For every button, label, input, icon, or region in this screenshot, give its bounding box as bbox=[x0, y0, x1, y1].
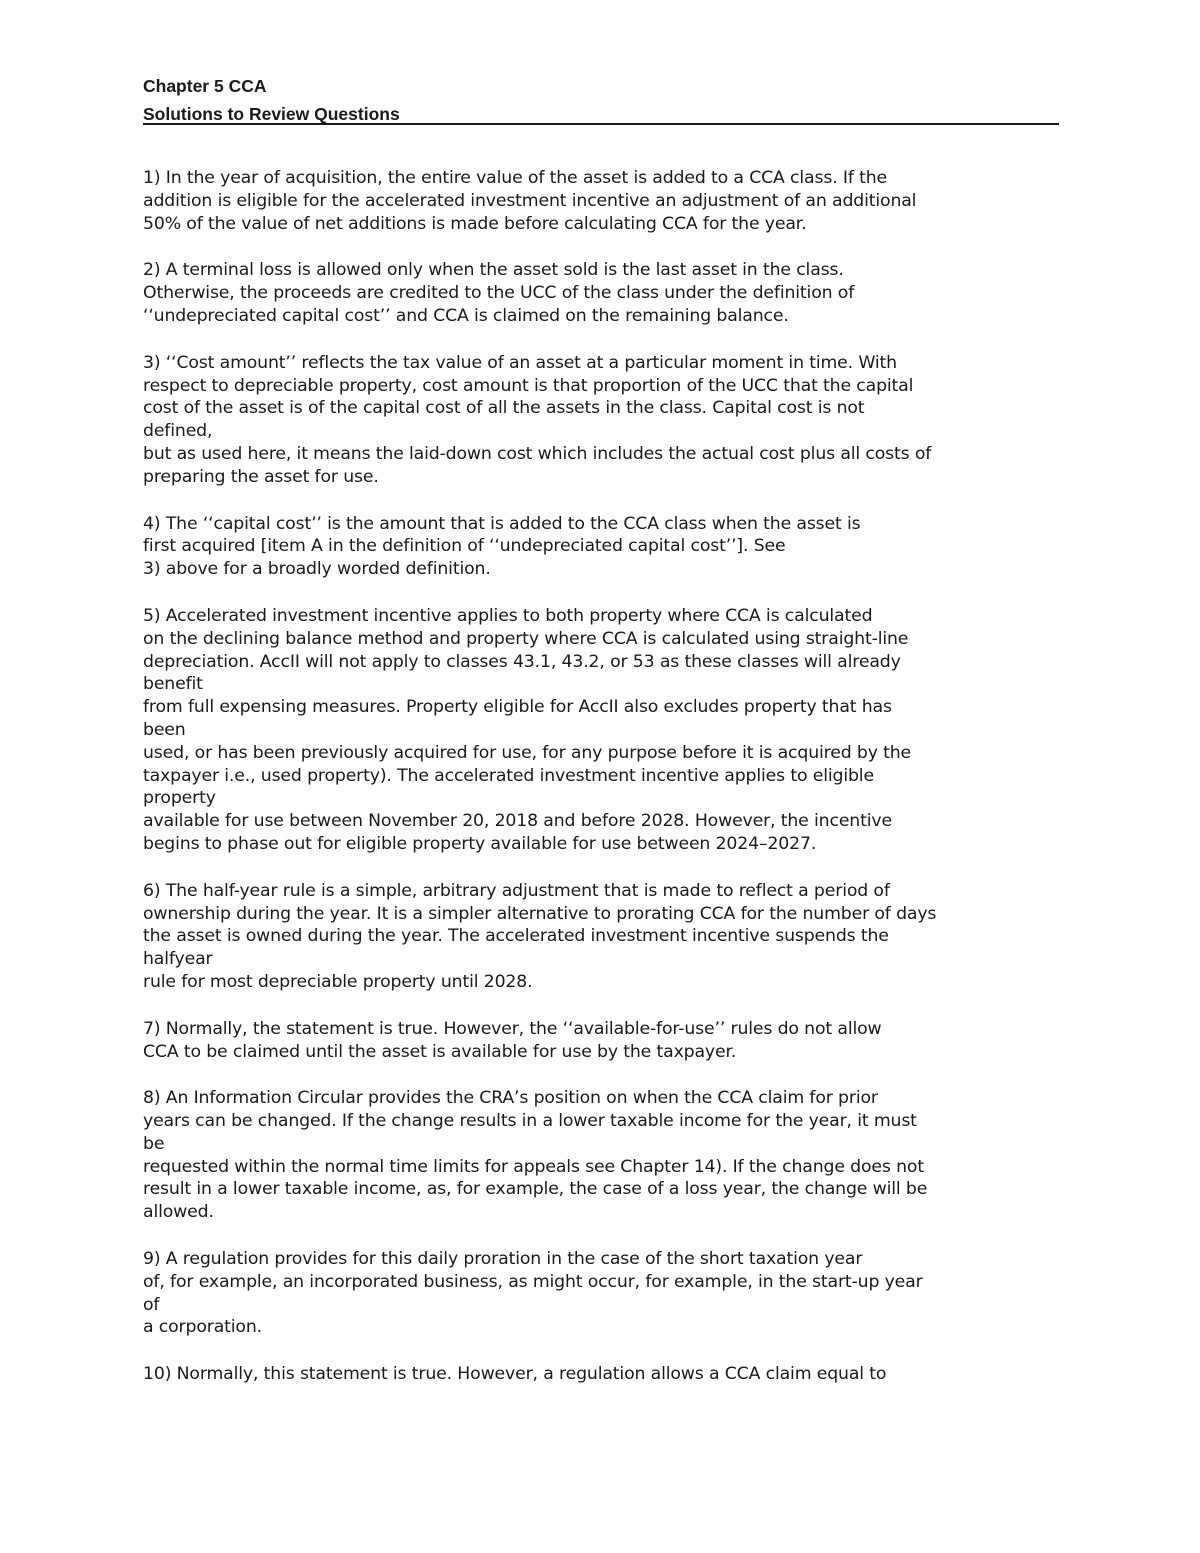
answer-7 bbox=[143, 1018, 1073, 1064]
answer-1-line: addition is eligible for the accelerated investment incentive an adjustment of an additional bbox=[143, 190, 917, 211]
answer-8-line: years can be changed. If the change results in a lower taxable income for the year, it must bbox=[143, 1111, 917, 1132]
answer-5-line: depreciation. AccII will not apply to classes 43.1, 43.2, or 53 as these classes will already bbox=[143, 651, 901, 672]
answer-8-line: requested within the normal time limits for appeals see Chapter 14). If the change does not bbox=[143, 1156, 924, 1177]
answer-2-line: ‘‘undepreciated capital cost’’ and CCA is claimed on the remaining balance. bbox=[143, 305, 789, 326]
answers-body bbox=[143, 167, 1073, 1410]
answer-6-line: ownership during the year. It is a simpler alternative to prorating CCA for the number of days bbox=[143, 903, 937, 924]
answer-3-line: cost of the asset is of the capital cost of all the assets in the class. Capital cost is not bbox=[143, 398, 865, 419]
answer-4-line: 4) The ‘‘capital cost’’ is the amount that is added to the CCA class when the asset is bbox=[143, 513, 861, 534]
answer-5-line: property bbox=[143, 788, 216, 809]
answer-4-line: 3) above for a broadly worded definition. bbox=[143, 559, 491, 580]
answer-1 bbox=[143, 167, 1073, 235]
answer-5-line: on the declining balance method and property where CCA is calculated using straight-line bbox=[143, 628, 909, 649]
answer-3-line: preparing the asset for use. bbox=[143, 466, 379, 487]
answer-9-line: a corporation. bbox=[143, 1317, 262, 1338]
answer-9-line: 9) A regulation provides for this daily proration in the case of the short taxation year bbox=[143, 1249, 863, 1270]
answer-5-line: available for use between November 20, 2018 and before 2028. However, the incentive bbox=[143, 811, 892, 832]
answer-3-line: but as used here, it means the laid-down cost which includes the actual cost plus all costs of bbox=[143, 443, 932, 464]
answer-6-line: the asset is owned during the year. The accelerated investment incentive suspends the bbox=[143, 926, 889, 947]
answer-2 bbox=[143, 259, 1073, 327]
document-header bbox=[143, 72, 1058, 128]
answer-10 bbox=[143, 1363, 1073, 1386]
answer-2-line: 2) A terminal loss is allowed only when the asset sold is the last asset in the class. bbox=[143, 260, 844, 281]
answer-8-line: 8) An Information Circular provides the CRA’s position on when the CCA claim for prior bbox=[143, 1088, 878, 1109]
answer-8-line: be bbox=[143, 1133, 165, 1154]
answer-5-line: 5) Accelerated investment incentive applies to both property where CCA is calculated bbox=[143, 605, 873, 626]
answer-2-line: Otherwise, the proceeds are credited to the UCC of the class under the definition of bbox=[143, 283, 855, 304]
answer-5-line: taxpayer i.e., used property). The accelerated investment incentive applies to eligible bbox=[143, 765, 874, 786]
answer-5-line: begins to phase out for eligible property available for use between 2024–2027. bbox=[143, 833, 817, 854]
answer-3 bbox=[143, 352, 1073, 489]
answer-8-line: allowed. bbox=[143, 1202, 214, 1223]
answer-5-line: from full expensing measures. Property eligible for AccII also excludes property that has bbox=[143, 697, 892, 718]
section-subtitle: Solutions to Review Questions bbox=[143, 104, 400, 124]
answer-3-line: respect to depreciable property, cost amount is that proportion of the UCC that the capital bbox=[143, 375, 914, 396]
answer-8-line: result in a lower taxable income, as, for example, the case of a loss year, the change will be bbox=[143, 1179, 928, 1200]
answer-9 bbox=[143, 1248, 1073, 1339]
answer-9-line: of, for example, an incorporated business, as might occur, for example, in the start-up year bbox=[143, 1271, 923, 1292]
header-rule bbox=[143, 123, 1059, 125]
answer-1-line: 50% of the value of net additions is made before calculating CCA for the year. bbox=[143, 213, 807, 234]
answer-6-line: halfyear bbox=[143, 949, 213, 970]
answer-1-line: 1) In the year of acquisition, the entire value of the asset is added to a CCA class. If the bbox=[143, 168, 888, 188]
answer-5-line: been bbox=[143, 719, 186, 740]
answer-7-line: CCA to be claimed until the asset is available for use by the taxpayer. bbox=[143, 1041, 737, 1062]
answer-5 bbox=[143, 605, 1073, 856]
chapter-title: Chapter 5 CCA bbox=[143, 76, 267, 96]
answer-7-line: 7) Normally, the statement is true. However, the ‘‘available-for-use’’ rules do not allow bbox=[143, 1018, 882, 1039]
answer-6 bbox=[143, 880, 1073, 994]
answer-10-line: 10) Normally, this statement is true. However, a regulation allows a CCA claim equal to bbox=[143, 1364, 887, 1385]
answer-6-line: 6) The half-year rule is a simple, arbitrary adjustment that is made to reflect a period of bbox=[143, 880, 890, 901]
answer-9-line: of bbox=[143, 1294, 160, 1315]
answer-8 bbox=[143, 1087, 1073, 1224]
answer-3-line: defined, bbox=[143, 421, 213, 442]
answer-6-line: rule for most depreciable property until 2028. bbox=[143, 971, 533, 992]
answer-3-line: 3) ‘‘Cost amount’’ reflects the tax value of an asset at a particular moment in time. With bbox=[143, 352, 897, 373]
answer-5-line: benefit bbox=[143, 674, 203, 695]
answer-4 bbox=[143, 513, 1073, 581]
answer-4-line: first acquired [item A in the definition of ‘‘undepreciated capital cost’’]. See bbox=[143, 536, 786, 557]
answer-5-line: used, or has been previously acquired for use, for any purpose before it is acquired by the bbox=[143, 742, 912, 763]
